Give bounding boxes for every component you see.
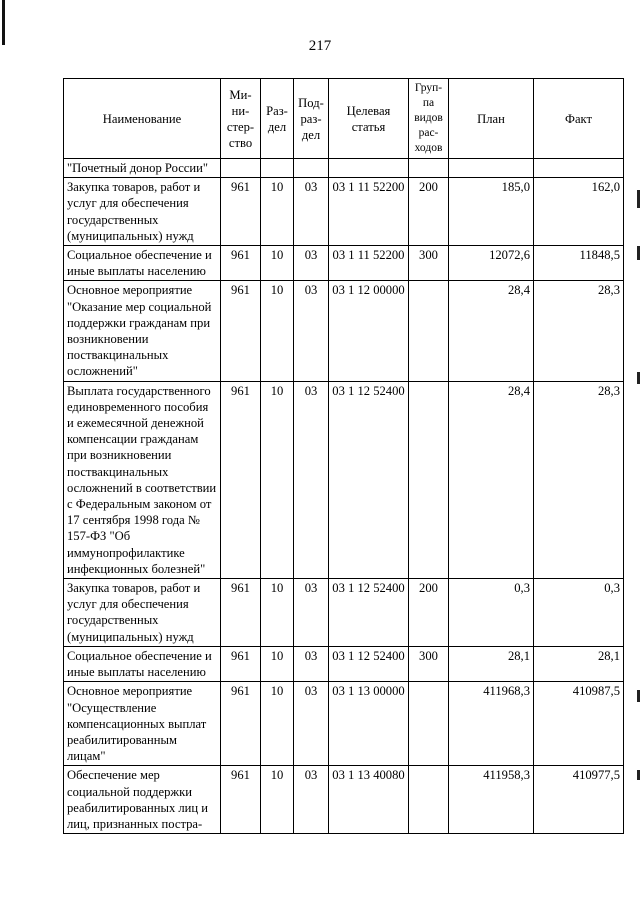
cell-ministry: 961 [221,281,261,381]
cell-section: 10 [261,281,294,381]
header-ministry: Ми- ни- стер- ство [221,79,261,159]
cell-section: 10 [261,646,294,681]
cell-plan: 28,1 [449,646,534,681]
cell-subsection: 03 [294,281,329,381]
cell-group: 200 [409,178,449,246]
cell-name: "Почетный донор России" [64,159,221,178]
cell-target: 03 1 11 52200 [329,246,409,281]
cell-name: Выплата государственного единовременного пособия и ежемесячной денежной компенсации гражданам при возникновении поствакцинальных осложнений в соответствии с Федеральным законом от 17 сентября 1998 года № 157-ФЗ "Об иммунопрофилактике инфекционных болезней" [64,381,221,578]
cell-plan: 12072,6 [449,246,534,281]
header-fact: Факт [534,79,624,159]
table-row [64,159,624,178]
cell-subsection: 03 [294,381,329,578]
cell-fact: 410977,5 [534,766,624,834]
cell-ministry: 961 [221,646,261,681]
cell-fact: 28,3 [534,381,624,578]
cell-ministry: 961 [221,246,261,281]
cell-ministry: 961 [221,579,261,647]
cell-ministry: 961 [221,766,261,834]
header-section: Раз- дел [261,79,294,159]
table-header-row [64,79,624,159]
header-group: Груп- па видов рас- ходов [409,79,449,159]
table-row [64,579,624,647]
header-name: Наименование [64,79,221,159]
cell-fact: 11848,5 [534,246,624,281]
cell-name: Закупка товаров, работ и услуг для обеспечения государственных (муниципальных) нужд [64,178,221,246]
cell-ministry: 961 [221,682,261,766]
cell-plan: 411968,3 [449,682,534,766]
cell-target: 03 1 12 52400 [329,646,409,681]
cell-section: 10 [261,381,294,578]
cell-target: 03 1 12 52400 [329,579,409,647]
header-plan: План [449,79,534,159]
cell-subsection: 03 [294,246,329,281]
cell-name: Социальное обеспечение и иные выплаты населению [64,246,221,281]
cell-plan: 0,3 [449,579,534,647]
cell-plan [449,159,534,178]
table-row [64,178,624,246]
cell-subsection: 03 [294,766,329,834]
page-number: 217 [308,38,332,54]
cell-plan: 28,4 [449,381,534,578]
cell-fact: 0,3 [534,579,624,647]
cell-subsection: 03 [294,682,329,766]
cell-group: 200 [409,579,449,647]
cell-target: 03 1 13 00000 [329,682,409,766]
cell-group [409,281,449,381]
cell-ministry: 961 [221,178,261,246]
cell-subsection: 03 [294,178,329,246]
table-row [64,766,624,834]
cell-ministry: 961 [221,381,261,578]
cell-section: 10 [261,682,294,766]
cell-group: 300 [409,246,449,281]
cell-target: 03 1 12 52400 [329,381,409,578]
cell-subsection [294,159,329,178]
table-row [64,246,624,281]
cell-name: Основное мероприятие "Оказание мер социальной поддержки гражданам при возникновении поствакцинальных осложнений" [64,281,221,381]
cell-plan: 28,4 [449,281,534,381]
cell-group [409,682,449,766]
table-row [64,281,624,381]
cell-fact [534,159,624,178]
cell-name: Обеспечение мер социальной поддержки реабилитированных лиц и лиц, признанных постра- [64,766,221,834]
cell-fact: 28,3 [534,281,624,381]
cell-group [409,381,449,578]
cell-name: Социальное обеспечение и иные выплаты населению [64,646,221,681]
cell-subsection: 03 [294,579,329,647]
budget-table [63,78,624,834]
cell-fact: 410987,5 [534,682,624,766]
table-row [64,646,624,681]
header-target: Целевая статья [329,79,409,159]
cell-section: 10 [261,766,294,834]
cell-target [329,159,409,178]
cell-group [409,159,449,178]
cell-group [409,766,449,834]
cell-section: 10 [261,178,294,246]
cell-name: Закупка товаров, работ и услуг для обеспечения государственных (муниципальных) нужд [64,579,221,647]
cell-ministry [221,159,261,178]
table-row [64,682,624,766]
cell-section [261,159,294,178]
cell-subsection: 03 [294,646,329,681]
cell-name: Основное мероприятие "Осуществление компенсационных выплат реабилитированным лицам" [64,682,221,766]
cell-target: 03 1 11 52200 [329,178,409,246]
table-row [64,381,624,578]
cell-section: 10 [261,246,294,281]
cell-target: 03 1 12 00000 [329,281,409,381]
header-subsection: Под- раз- дел [294,79,329,159]
cell-section: 10 [261,579,294,647]
cell-group: 300 [409,646,449,681]
cell-fact: 162,0 [534,178,624,246]
cell-target: 03 1 13 40080 [329,766,409,834]
cell-plan: 411958,3 [449,766,534,834]
cell-fact: 28,1 [534,646,624,681]
cell-plan: 185,0 [449,178,534,246]
